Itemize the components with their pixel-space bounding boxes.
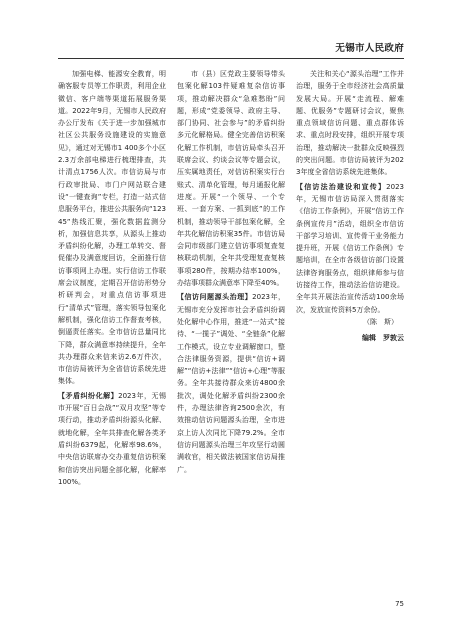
section-heading: 【信访问题源头治理】: [177, 293, 253, 302]
text-column-2: [177, 68, 285, 476]
section-heading: 【信访法治建设和宣传】: [296, 182, 387, 191]
paragraph: 关注和关心“源头治理”工作并治理，服务于全市经济社会高质量发展大局。开展“走流程、解难题、优服务”专题研讨会议，聚焦重点领域信访问题、重点群体诉求、重点时段安排，组织开展专项治理，推动解决一批群众反映强烈的突出问题。市信访局被评为2023年度全省信访系统先进集体。: [296, 70, 404, 177]
section-body: 2023年，无锡市信访局深入贯彻落实《信访工作条例》，开展“信访工作条例宣传月”活动，组织全市信访干部学习培训、宣传骨干业务能力提升班，开展《信访工作条例》专题培训，在全市各级信访部门设置法律咨询服务点，组织律师参与信访接待工作，推动法治信访建设。全年共开展法治宣传活动100余场次，发放宣传资料5万余份。: [296, 182, 404, 314]
text-column-1: [58, 68, 166, 488]
paragraph: 加强电梯、能源安全教育，明确客服专员等工作职责，利用企业微信、客户端等渠道拓展服务渠道。2022年9月，无锡市人民政府办公厅发布《关于进一步加强城市社区公共服务设施建设的实施意见》，通过对无锡市1 400多个小区2.3万余部电梯进行梳理排查，共计清点1756人次。市信访局与市行政审批局、市门户网站联合建设“一键查询”专栏，打造一站式信息服务平台，推进公共服务向“12345”热线汇聚，强化数据监测分析，加强信息共享，从源头上推动矛盾纠纷化解，办理工单转交、督促催办及满意度回访，全面推行信访事项网上办理。实行信访工作联席会议制度，定期召开信访形势分析研判会，对重点信访事项进行“清单式”管理，落实领导包案化解机制，强化信访工作督查考核，倒逼责任落实。全市信访总量同比下降，群众满意率持续提升，全年共办理群众来信来访2.6万件次，市信访局被评为全省信访系统先进集体。: [58, 70, 166, 386]
editor-byline: 编辑 罗敦云: [362, 334, 404, 343]
section-paragraph: [177, 291, 285, 475]
author-note: （陈 斯）: [363, 317, 398, 326]
page-header-title: 无锡市人民政府: [335, 43, 404, 54]
section-heading: 【矛盾纠纷化解】: [58, 391, 119, 400]
section-body: 2023年，无锡市充分发挥市社会矛盾纠纷调处化解中心作用，推进“一站式”接待、“一揽子”调处、“全链条”化解工作模式，设立专业调解窗口，整合法律服务资源，提供“信访+调解”“信访+法律”“信访+心理”等服务。全年共接待群众来访4800余批次，调处化解矛盾纠纷2300余件，办理法律咨询2500余次，有效推动信访问题源头治理，全市进京上访人次同比下降79.2%。全市信访问题源头治理三年攻坚行动圆满收官，相关做法被国家信访局推广。: [177, 293, 285, 474]
section-paragraph: [58, 390, 166, 488]
page-number: 75: [395, 600, 404, 608]
section-body: 2023年，无锡市开展“百日会战”“双月攻坚”等专项行动，推动矛盾纠纷源头化解、就地化解，全年共排查化解各类矛盾纠纷6379起，化解率98.6%，中央信访联席办交办重复信访积案和信访突出问题全部化解，化解率100%。: [58, 391, 166, 486]
text-column-3: [296, 68, 404, 345]
section-paragraph: [296, 181, 404, 316]
paragraph: 市（县）区党政主要领导带头包案化解103件疑难复杂信访事项，推动解决群众“急难愁盼”问题，形成“党委领导、政府主导、部门协同、社会参与”的矛盾纠纷多元化解格局。健全完善信访积案化解工作机制，市信访局牵头召开联席会议、约谈会议等专题会议，压实属地责任，对信访积案实行台账式、清单化管理，每月通报化解进度。开展“一个领导、一个专班、一套方案、一抓到底”的工作机制，推动领导干部包案化解，全年共化解信访积案35件。市信访局会同市级部门建立信访事项复查复核联动机制，全年共受理复查复核事项280件，按期办结率100%，办结事项群众满意率下降至40%。: [177, 70, 285, 288]
header-divider: [58, 58, 404, 59]
